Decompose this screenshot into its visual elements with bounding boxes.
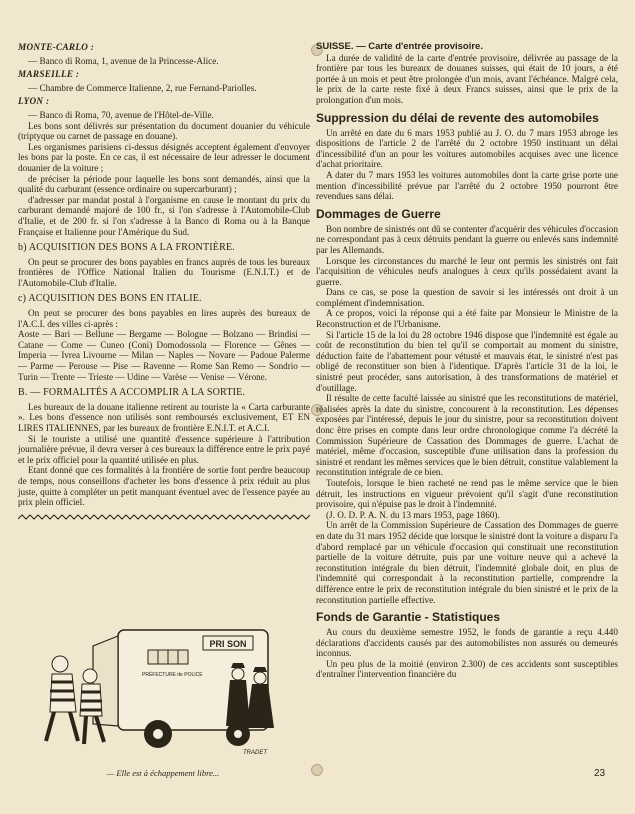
van-side-text: PRÉFECTURE de POLICE [142, 672, 203, 678]
article-title: Fonds de Garantie - Statistiques [316, 610, 501, 625]
city-heading: MARSEILLE : [18, 69, 80, 80]
cartoon-illustration [38, 616, 278, 761]
paragraph: Au cours du deuxième semestre 1952, le fonds de garantie a reçu 4.440 déclarations d'accidents causés par des automobilistes non assurés ou demeurés inconnus. [316, 627, 618, 659]
reference: (J. O. D. P. A. N. du 13 mars 1953, page 1860). [326, 509, 500, 520]
section-heading: c) ACQUISITION DES BONS EN ITALIE. [18, 293, 202, 305]
page-number: 23 [594, 768, 606, 779]
city-address: — Banco di Roma, 1, avenue de la Princesse-Alice. [28, 55, 219, 66]
city-heading: MONTE-CARLO : [18, 42, 95, 52]
article-title: Suppression du délai de revente des automobiles [316, 110, 599, 125]
article-title: Dommages de Guerre [316, 206, 441, 221]
paragraph: Dans ce cas, se pose la question de savoir si les intéressés ont droit à un complément d'indemnisation. [316, 287, 618, 308]
paragraph: Un arrêt de la Commission Supérieure de Cassation des Dommages de guerre en date du 31 mars 1952 décide que lorsque le sinistré dont la voiture a disparu l'a d'abord remplacé par un véhicule d'occasion qui constituait une reconstitution partielle de la voiture détruite, puis par une voiture neuve qui a achevé la reconstitution intégrale du bien détruit, l'indemnité globale doit, en plus de l'indemnité qui correspondait à la reconstitution partielle, comprendre la différence entre le prix de reconstitution intégrale du bien sinistré et le prix de la reconstitution partielle effective. [316, 520, 618, 605]
section-heading: B. — FORMALITÉS A ACCOMPLIR A LA SORTIE. [18, 387, 246, 399]
zigzag-divider [18, 514, 310, 520]
paragraph: On peut se procurer des bons payables en lires auprès des bureaux de l'A.C.I. des villes ci-après : [18, 308, 310, 329]
paragraph: Si l'article 15 de la loi du 28 octobre 1946 dispose que l'indemnité est égale au coût de reconstitution du bien tel qu'il se comportait au moment du sinistre, déduction faite de l'abattement pour vétusté et mauvais état, le sinistré n'est pas obligé de reconstituer son bien à l'identique. D'après l'article 31 de la loi, le sinistré peut procéder, sans autorisation, à des transformations de matériel et d'outillage. [316, 329, 618, 393]
paragraph: A dater du 7 mars 1953 les voitures automobiles dont la carte grise porte une mention d'incessibilité prévue par l'arrêté du 2 octobre 1950 pourront être revendues sans délai. [316, 169, 618, 202]
paragraph: A ce propos, voici la réponse qui a été faite par Monsieur le Ministre de la Reconstruction et de l'Urbanisme. [316, 308, 618, 330]
paragraph: Toutefois, lorsque le bien racheté ne rend pas le même service que le bien détruit, les instructions en vigueur prévoient qu'il s'agit d'une reconstitution provisoire, qui n'épuise pas le droit à l'indemnité. [316, 477, 618, 510]
city-address: — Banco di Roma, 70, avenue de l'Hôtel-de-Ville. [28, 109, 214, 120]
paragraph: Si le touriste a utilisé une quantité d'essence supérieure à l'attribution journalière prévue, il devra verser à ces bureaux la différence entre le prix payé et le prix officiel pour la quantité utilisée en plus. [18, 433, 310, 465]
paragraph: Il résulte de cette faculté laissée au sinistré que les reconstitutions de matériel, réalisées après la date du sinistre, concourent à la reconstitution. Les dépenses exposées par l'intéressé, depuis le jour du sinistre, pour sa reconstitution doivent donc être prises en compte dans leur ordre chronologique comme l'a décrété la Commission Supérieure de Cassation des Dommages de guerre. L'achat de matériel, même d'occasion, susceptible d'une utilisation dans la profession du sinistré et rendant les mêmes services que le bien détruit, constitue valablement la reconstitution intégrale de ce bien. [316, 393, 618, 478]
paragraph: Un peu plus de la moitié (environ 2.300) de ces accidents sont susceptibles d'entraîner l'intervention financière du [316, 658, 618, 680]
city-heading: LYON : [18, 96, 50, 107]
paragraph: On peut se procurer des bons payables en francs auprès de tous les bureaux frontières de l'Office National Italien du Tourisme (E.N.I.T.) et de l'Automobile-Club d'Italie. [18, 256, 310, 288]
paragraph: Bon nombre de sinistrés ont dû se contenter d'acquérir des véhicules d'occasion ne correspondant pas à ceux détruits pendant la guerre ou enlevés sans indemnité par les Allemands. [316, 223, 618, 255]
binder-hole [311, 764, 323, 776]
paragraph: Etant donné que ces formalités à la frontière de sortie font perdre beaucoup de temps, nous conseillons d'acheter les bons d'essence à prix réduit au plus juste, quitte à compléter un petit manquant éventuel avec de l'essence payée au prix plein officiel. [18, 465, 310, 508]
illustration-caption: — Elle est à échappement libre... [106, 768, 220, 778]
right-column [316, 42, 618, 680]
city-list: Aoste — Bari — Bellune — Bergame — Bologne — Bolzano — Brindisi — Catane — Come — Cuneo (Coni) Domodossola — Florence — Gênes — Imperia — Ivrea Livourne — Milan — Naples — Novare — Padoue Palerme — Parme — Perouse — Pise — Ravenne — Rome San Remo — Sondrio — Turin — Trente — Trieste — Udine — Varèse — Venise — Vérone. [18, 329, 310, 382]
artist-signature: TRADET [243, 750, 267, 756]
van-sign-text: PRI SON [209, 639, 247, 649]
paragraph: Lorsque les circonstances du marché le leur ont permis les sinistrés ont fait l'acquisition de véhicules neufs analogues à ceux qu'ils possédaient avant la guerre. [316, 255, 618, 287]
paragraph: Les bureaux de la douane italienne retirent au touriste la « Carta carburante ». Les bons d'essence non utilisés sont remboursés exclusivement, ET EN LIRES ITALIENNES, par les bureaux de frontière E.N.I.T. et A.C.I. [18, 401, 310, 433]
paragraph: d'adresser par mandat postal à l'organisme en cause le montant du prix du carburant demandé majoré de 100 fr., si l'on s'adresse à l'Automobile-Club d'Italie, et de 200 fr. si l'on s'adresse à la Banco di Roma ou à la Banque Française et Italienne pour l'Amérique du Sud. [18, 194, 310, 237]
paragraph: La durée de validité de la carte d'entrée provisoire, délivrée au passage de la frontière par tous les bureaux de douanes suisses, qui était de 10 jours, a été portée à un mois et peut être prolongée d'un mois, avant l'échéance. Malgré cela, le prix de la carte reste fixé à deux Francs suisses, ainsi que le prix de la prolongation d'un mois. [316, 52, 618, 105]
paragraph: Un arrêté en date du 6 mars 1953 publié au J. O. du 7 mars 1953 abroge les dispositions de l'article 2 de l'arrêté du 2 octobre 1950 instituant un délai d'incessibilité d'un an pour les voitures automobiles acquises avec une licence d'achat prioritaire. [316, 127, 618, 170]
left-column [18, 42, 310, 526]
paragraph: Les organismes parisiens ci-dessus désignés acceptent également d'envoyer les bons par la poste. En ce cas, il est nécessaire de leur adresser le document douanier de la voiture ; [18, 141, 310, 173]
section-heading: b) ACQUISITION DES BONS A LA FRONTIÈRE. [18, 242, 235, 254]
paragraph: Les bons sont délivrés sur présentation du document douanier du véhicule (triptyque ou carnet de passage en douane). [18, 120, 310, 142]
paragraph: de préciser la période pour laquelle les bons sont demandés, ainsi que la qualité du carburant (essence ordinaire ou supercarburant) ; [18, 173, 310, 195]
section-heading: SUISSE. — Carte d'entrée provisoire. [316, 41, 483, 52]
city-address: — Chambre de Commerce Italienne, 2, rue Fernand-Pariolles. [28, 82, 257, 93]
